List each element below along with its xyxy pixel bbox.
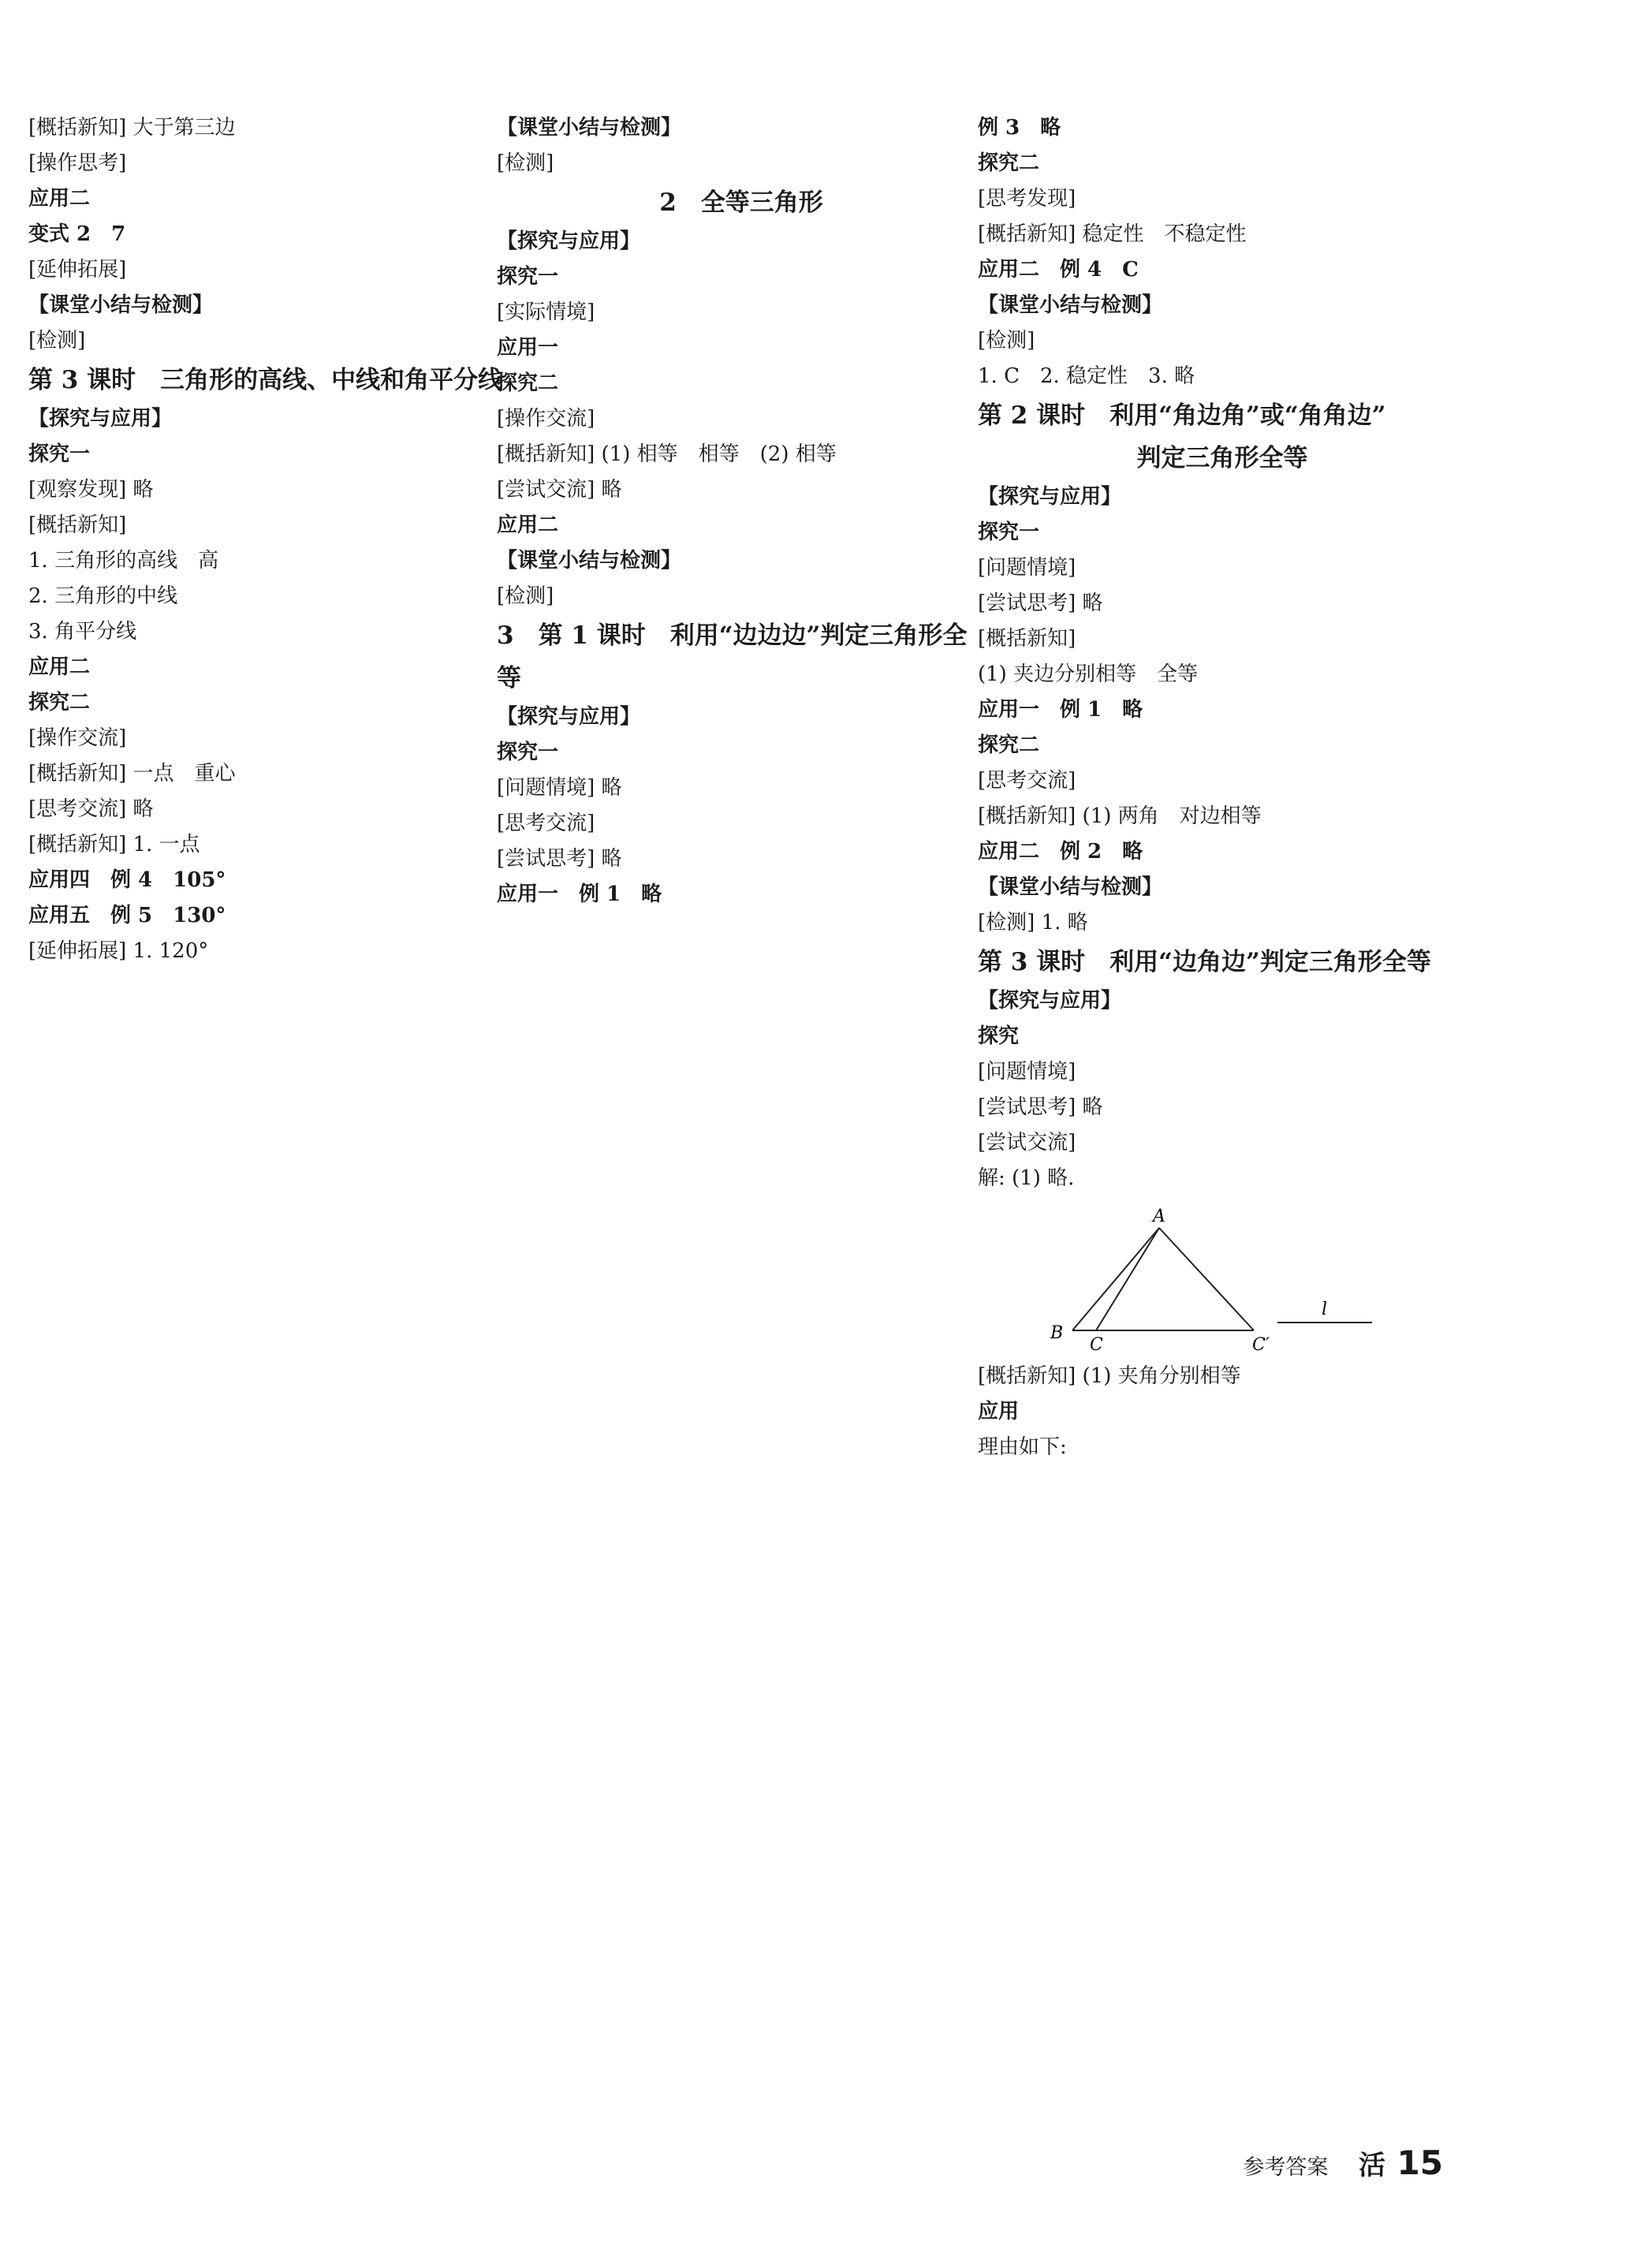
text-line: 探究二 bbox=[28, 691, 91, 714]
text-line: 应用五 例 5 130° bbox=[28, 904, 226, 927]
text-line: 2. 三角形的中线 bbox=[28, 584, 178, 608]
text-line: 变式 2 7 bbox=[28, 222, 126, 246]
text-line: [实际情境] bbox=[497, 300, 595, 324]
text-line: [概括新知] 1. 一点 bbox=[28, 833, 200, 856]
page-footer bbox=[1243, 2143, 1443, 2182]
triangle-diagram bbox=[1041, 1204, 1404, 1354]
text-line: 【探究与应用】 bbox=[497, 705, 641, 729]
text-line: (1) 夹边分别相等 全等 bbox=[978, 662, 1199, 686]
text-line: 探究二 bbox=[978, 733, 1040, 757]
text-line: 【课堂小结与检测】 bbox=[28, 293, 214, 317]
text-line: [检测] 1. 略 bbox=[978, 911, 1088, 935]
text-line: [概括新知] 大于第三边 bbox=[28, 116, 236, 140]
label-a: A bbox=[1153, 1207, 1165, 1226]
text-line: 【探究与应用】 bbox=[497, 229, 641, 253]
text-line: 【探究与应用】 bbox=[978, 989, 1122, 1013]
text-line: 应用一 例 1 略 bbox=[497, 882, 662, 906]
text-line: [思考发现] bbox=[978, 187, 1076, 211]
text-line: [检测] bbox=[28, 329, 86, 353]
text-line: 探究二 bbox=[497, 371, 559, 395]
text-line: 【探究与应用】 bbox=[28, 407, 173, 431]
text-line: 理由如下: bbox=[978, 1435, 1067, 1459]
text-line: [思考交流] bbox=[497, 811, 595, 835]
triangle-figure bbox=[978, 1204, 1467, 1354]
text-line: [操作交流] bbox=[28, 726, 127, 750]
text-line: 应用四 例 4 105° bbox=[28, 868, 226, 892]
text-line: [尝试交流] 略 bbox=[497, 478, 622, 502]
text-line: 应用二 例 4 C bbox=[978, 258, 1139, 282]
text-line: [概括新知] bbox=[28, 513, 127, 537]
text-line: 探究一 bbox=[978, 520, 1040, 544]
text-line: [检测] bbox=[978, 329, 1035, 353]
column-3 bbox=[978, 110, 1467, 1465]
text-line: 【课堂小结与检测】 bbox=[497, 549, 682, 573]
text-line: 应用一 bbox=[497, 336, 559, 360]
text-line: [尝试交流] bbox=[978, 1131, 1076, 1155]
text-line: 应用二 bbox=[497, 513, 559, 537]
text-line: [问题情境] bbox=[978, 556, 1076, 580]
section-heading: 2 全等三角形 bbox=[659, 188, 823, 217]
text-line: [问题情境] bbox=[978, 1060, 1076, 1084]
text-line: 1. C 2. 稳定性 3. 略 bbox=[978, 364, 1195, 388]
text-line: [概括新知] (1) 两角 对边相等 bbox=[978, 804, 1262, 828]
text-line: [思考交流] bbox=[978, 769, 1076, 793]
column-1 bbox=[28, 110, 517, 969]
text-line: 1. 三角形的高线 高 bbox=[28, 549, 219, 573]
text-line: [概括新知] (1) 相等 相等 (2) 相等 bbox=[497, 442, 837, 466]
column-2 bbox=[497, 110, 986, 912]
footer-label: 参考答案 bbox=[1243, 2155, 1329, 2180]
text-line: [问题情境] 略 bbox=[497, 776, 622, 800]
label-b: B bbox=[1050, 1323, 1064, 1343]
text-line: [检测] bbox=[497, 584, 554, 608]
text-line: 【课堂小结与检测】 bbox=[497, 116, 682, 140]
text-line: 探究一 bbox=[28, 442, 91, 466]
section-heading: 第 2 课时 利用“角边角”或“角角边” bbox=[978, 401, 1386, 430]
text-line: 应用二 例 2 略 bbox=[978, 840, 1143, 864]
text-line: [尝试思考] 略 bbox=[497, 847, 622, 871]
footer-mark: 活 bbox=[1358, 2150, 1385, 2181]
text-line: 【课堂小结与检测】 bbox=[978, 875, 1163, 899]
text-line: 例 3 略 bbox=[978, 116, 1061, 140]
text-line: [尝试思考] 略 bbox=[978, 1095, 1103, 1119]
section-heading: 3 第 1 课时 利用“边边边”判定三角形全等 bbox=[497, 621, 968, 692]
label-l: l bbox=[1322, 1300, 1328, 1319]
text-line: 应用二 bbox=[28, 187, 91, 211]
text-line: 探究一 bbox=[497, 265, 559, 289]
text-line: [延伸拓展] 1. 120° bbox=[28, 939, 209, 963]
text-line: [操作交流] bbox=[497, 407, 595, 431]
text-line: 应用 bbox=[978, 1400, 1020, 1423]
text-line: [尝试思考] 略 bbox=[978, 591, 1103, 615]
text-line: [操作思考] bbox=[28, 151, 127, 175]
label-c: C bbox=[1090, 1335, 1103, 1354]
text-line: [概括新知] 一点 重心 bbox=[28, 762, 236, 785]
section-heading: 判定三角形全等 bbox=[1136, 444, 1308, 472]
text-line: 应用一 例 1 略 bbox=[978, 698, 1143, 722]
text-line: 【探究与应用】 bbox=[978, 485, 1122, 509]
label-c-prime: C′ bbox=[1252, 1335, 1270, 1354]
text-line: 解: (1) 略. bbox=[978, 1166, 1075, 1190]
text-line: 【课堂小结与检测】 bbox=[978, 293, 1163, 317]
page-number: 15 bbox=[1397, 2143, 1443, 2182]
text-line: 3. 角平分线 bbox=[28, 620, 137, 644]
text-line: [延伸拓展] bbox=[28, 258, 127, 282]
text-line: 探究 bbox=[978, 1024, 1020, 1048]
section-heading: 第 3 课时 利用“边角边”判定三角形全等 bbox=[978, 948, 1431, 976]
text-line: 应用二 bbox=[28, 655, 91, 679]
text-line: [观察发现] 略 bbox=[28, 478, 154, 502]
text-line: 探究一 bbox=[497, 741, 559, 764]
text-line: [概括新知] 稳定性 不稳定性 bbox=[978, 222, 1247, 246]
section-heading: 第 3 课时 三角形的高线、中线和角平分线 bbox=[28, 366, 503, 394]
text-line: [概括新知] (1) 夹角分别相等 bbox=[978, 1364, 1241, 1388]
text-line: [概括新知] bbox=[978, 627, 1076, 651]
text-line: [检测] bbox=[497, 151, 554, 175]
text-line: [思考交流] 略 bbox=[28, 797, 154, 821]
text-line: 探究二 bbox=[978, 151, 1040, 175]
